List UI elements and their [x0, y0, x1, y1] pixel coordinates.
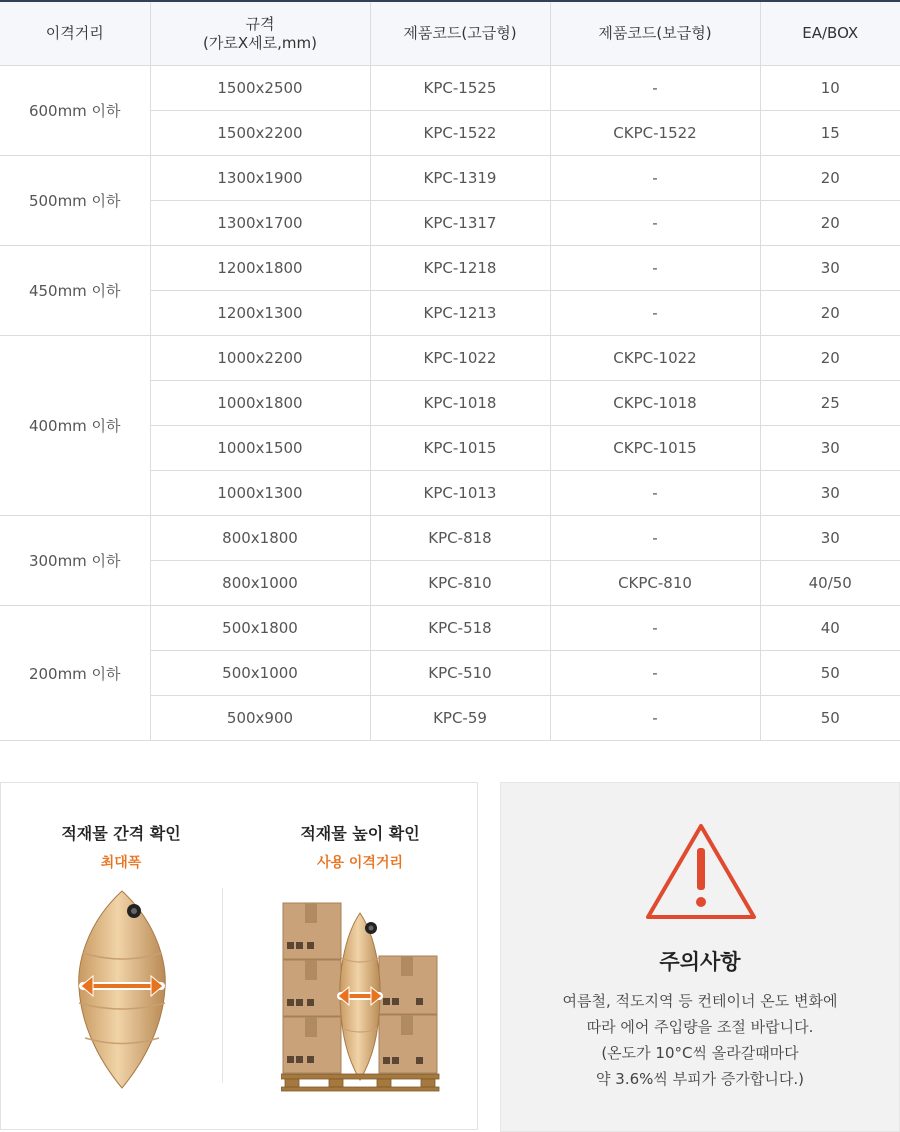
premium-code-cell: KPC-518	[370, 606, 550, 651]
distance-cell: 450mm 이하	[0, 246, 150, 336]
size-cell: 500x900	[150, 696, 370, 741]
size-cell: 1000x1300	[150, 471, 370, 516]
distance-cell: 500mm 이하	[0, 156, 150, 246]
size-cell: 1500x2200	[150, 111, 370, 156]
premium-code-cell: KPC-1018	[370, 381, 550, 426]
premium-code-cell: KPC-1525	[370, 66, 550, 111]
premium-code-cell: KPC-59	[370, 696, 550, 741]
size-cell: 1200x1800	[150, 246, 370, 291]
standard-code-cell: CKPC-1018	[550, 381, 760, 426]
gap-check-subtitle: 최대폭	[100, 855, 142, 871]
ea-box-cell: 10	[760, 66, 900, 111]
standard-code-cell: -	[550, 606, 760, 651]
dunnage-bag-icon	[67, 883, 177, 1093]
standard-code-cell: -	[550, 696, 760, 741]
premium-code-cell: KPC-1317	[370, 201, 550, 246]
header-distance: 이격거리	[0, 1, 150, 66]
standard-code-cell: CKPC-1015	[550, 426, 760, 471]
premium-code-cell: KPC-1319	[370, 156, 550, 201]
header-standard-code: 제품코드(보급형)	[550, 1, 760, 66]
size-cell: 800x1800	[150, 516, 370, 561]
size-cell: 500x1000	[150, 651, 370, 696]
header-size-unit: (가로X세로,mm)	[203, 33, 317, 52]
table-row	[0, 156, 900, 201]
table-row	[0, 66, 900, 111]
caution-line: 따라 에어 주입량을 조절 바랍니다.	[586, 1018, 814, 1036]
load-check-panel	[0, 782, 478, 1130]
premium-code-cell: KPC-1013	[370, 471, 550, 516]
gap-check-column	[21, 821, 221, 872]
caution-line: (온도가 10°C씩 올라갈때마다	[601, 1044, 799, 1062]
premium-code-cell: KPC-810	[370, 561, 550, 606]
standard-code-cell: -	[550, 291, 760, 336]
standard-code-cell: -	[550, 516, 760, 561]
standard-code-cell: -	[550, 156, 760, 201]
size-cell: 1300x1900	[150, 156, 370, 201]
table-row	[0, 246, 900, 291]
premium-code-cell: KPC-1015	[370, 426, 550, 471]
header-premium-code: 제품코드(고급형)	[370, 1, 550, 66]
standard-code-cell: -	[550, 201, 760, 246]
ea-box-cell: 30	[760, 516, 900, 561]
premium-code-cell: KPC-1022	[370, 336, 550, 381]
height-check-title: 적재물 높이 확인	[300, 824, 420, 843]
premium-code-cell: KPC-510	[370, 651, 550, 696]
ea-box-cell: 40	[760, 606, 900, 651]
size-cell: 1200x1300	[150, 291, 370, 336]
size-cell: 1500x2500	[150, 66, 370, 111]
ea-box-cell: 15	[760, 111, 900, 156]
ea-box-cell: 30	[760, 471, 900, 516]
header-size-label: 규격	[245, 14, 275, 33]
header-size	[150, 1, 370, 66]
cargo-boxes-icon	[281, 898, 441, 1093]
distance-cell: 400mm 이하	[0, 336, 150, 516]
size-cell: 500x1800	[150, 606, 370, 651]
standard-code-cell: CKPC-1522	[550, 111, 760, 156]
gap-check-title: 적재물 간격 확인	[61, 824, 181, 843]
size-cell: 1300x1700	[150, 201, 370, 246]
standard-code-cell: CKPC-810	[550, 561, 760, 606]
standard-code-cell: -	[550, 651, 760, 696]
standard-code-cell: -	[550, 66, 760, 111]
ea-box-cell: 40/50	[760, 561, 900, 606]
ea-box-cell: 30	[760, 426, 900, 471]
height-check-column	[260, 821, 460, 872]
size-cell: 800x1000	[150, 561, 370, 606]
standard-code-cell: CKPC-1022	[550, 336, 760, 381]
ea-box-cell: 20	[760, 201, 900, 246]
size-cell: 1000x1800	[150, 381, 370, 426]
premium-code-cell: KPC-1522	[370, 111, 550, 156]
table-body	[0, 66, 900, 741]
caution-line: 여름철, 적도지역 등 컨테이너 온도 변화에	[562, 992, 838, 1010]
ea-box-cell: 50	[760, 651, 900, 696]
ea-box-cell: 20	[760, 156, 900, 201]
distance-cell: 200mm 이하	[0, 606, 150, 741]
ea-box-cell: 20	[760, 291, 900, 336]
caution-line: 약 3.6%씩 부피가 증가합니다.)	[596, 1070, 804, 1088]
height-check-subtitle: 사용 이격거리	[316, 855, 404, 871]
size-cell: 1000x2200	[150, 336, 370, 381]
caution-panel	[500, 782, 900, 1132]
table-row	[0, 336, 900, 381]
ea-box-cell: 30	[760, 246, 900, 291]
warning-triangle-icon	[644, 822, 758, 922]
premium-code-cell: KPC-1218	[370, 246, 550, 291]
header-ea-box: EA/BOX	[760, 1, 900, 66]
standard-code-cell: -	[550, 246, 760, 291]
distance-cell: 300mm 이하	[0, 516, 150, 606]
premium-code-cell: KPC-818	[370, 516, 550, 561]
distance-cell: 600mm 이하	[0, 66, 150, 156]
caution-title: 주의사항	[659, 950, 741, 974]
size-cell: 1000x1500	[150, 426, 370, 471]
ea-box-cell: 50	[760, 696, 900, 741]
table-row	[0, 516, 900, 561]
table-header-row	[0, 1, 900, 66]
caution-text	[501, 988, 899, 1092]
standard-code-cell: -	[550, 471, 760, 516]
table-row	[0, 606, 900, 651]
ea-box-cell: 20	[760, 336, 900, 381]
premium-code-cell: KPC-1213	[370, 291, 550, 336]
ea-box-cell: 25	[760, 381, 900, 426]
panel-divider	[222, 888, 223, 1083]
